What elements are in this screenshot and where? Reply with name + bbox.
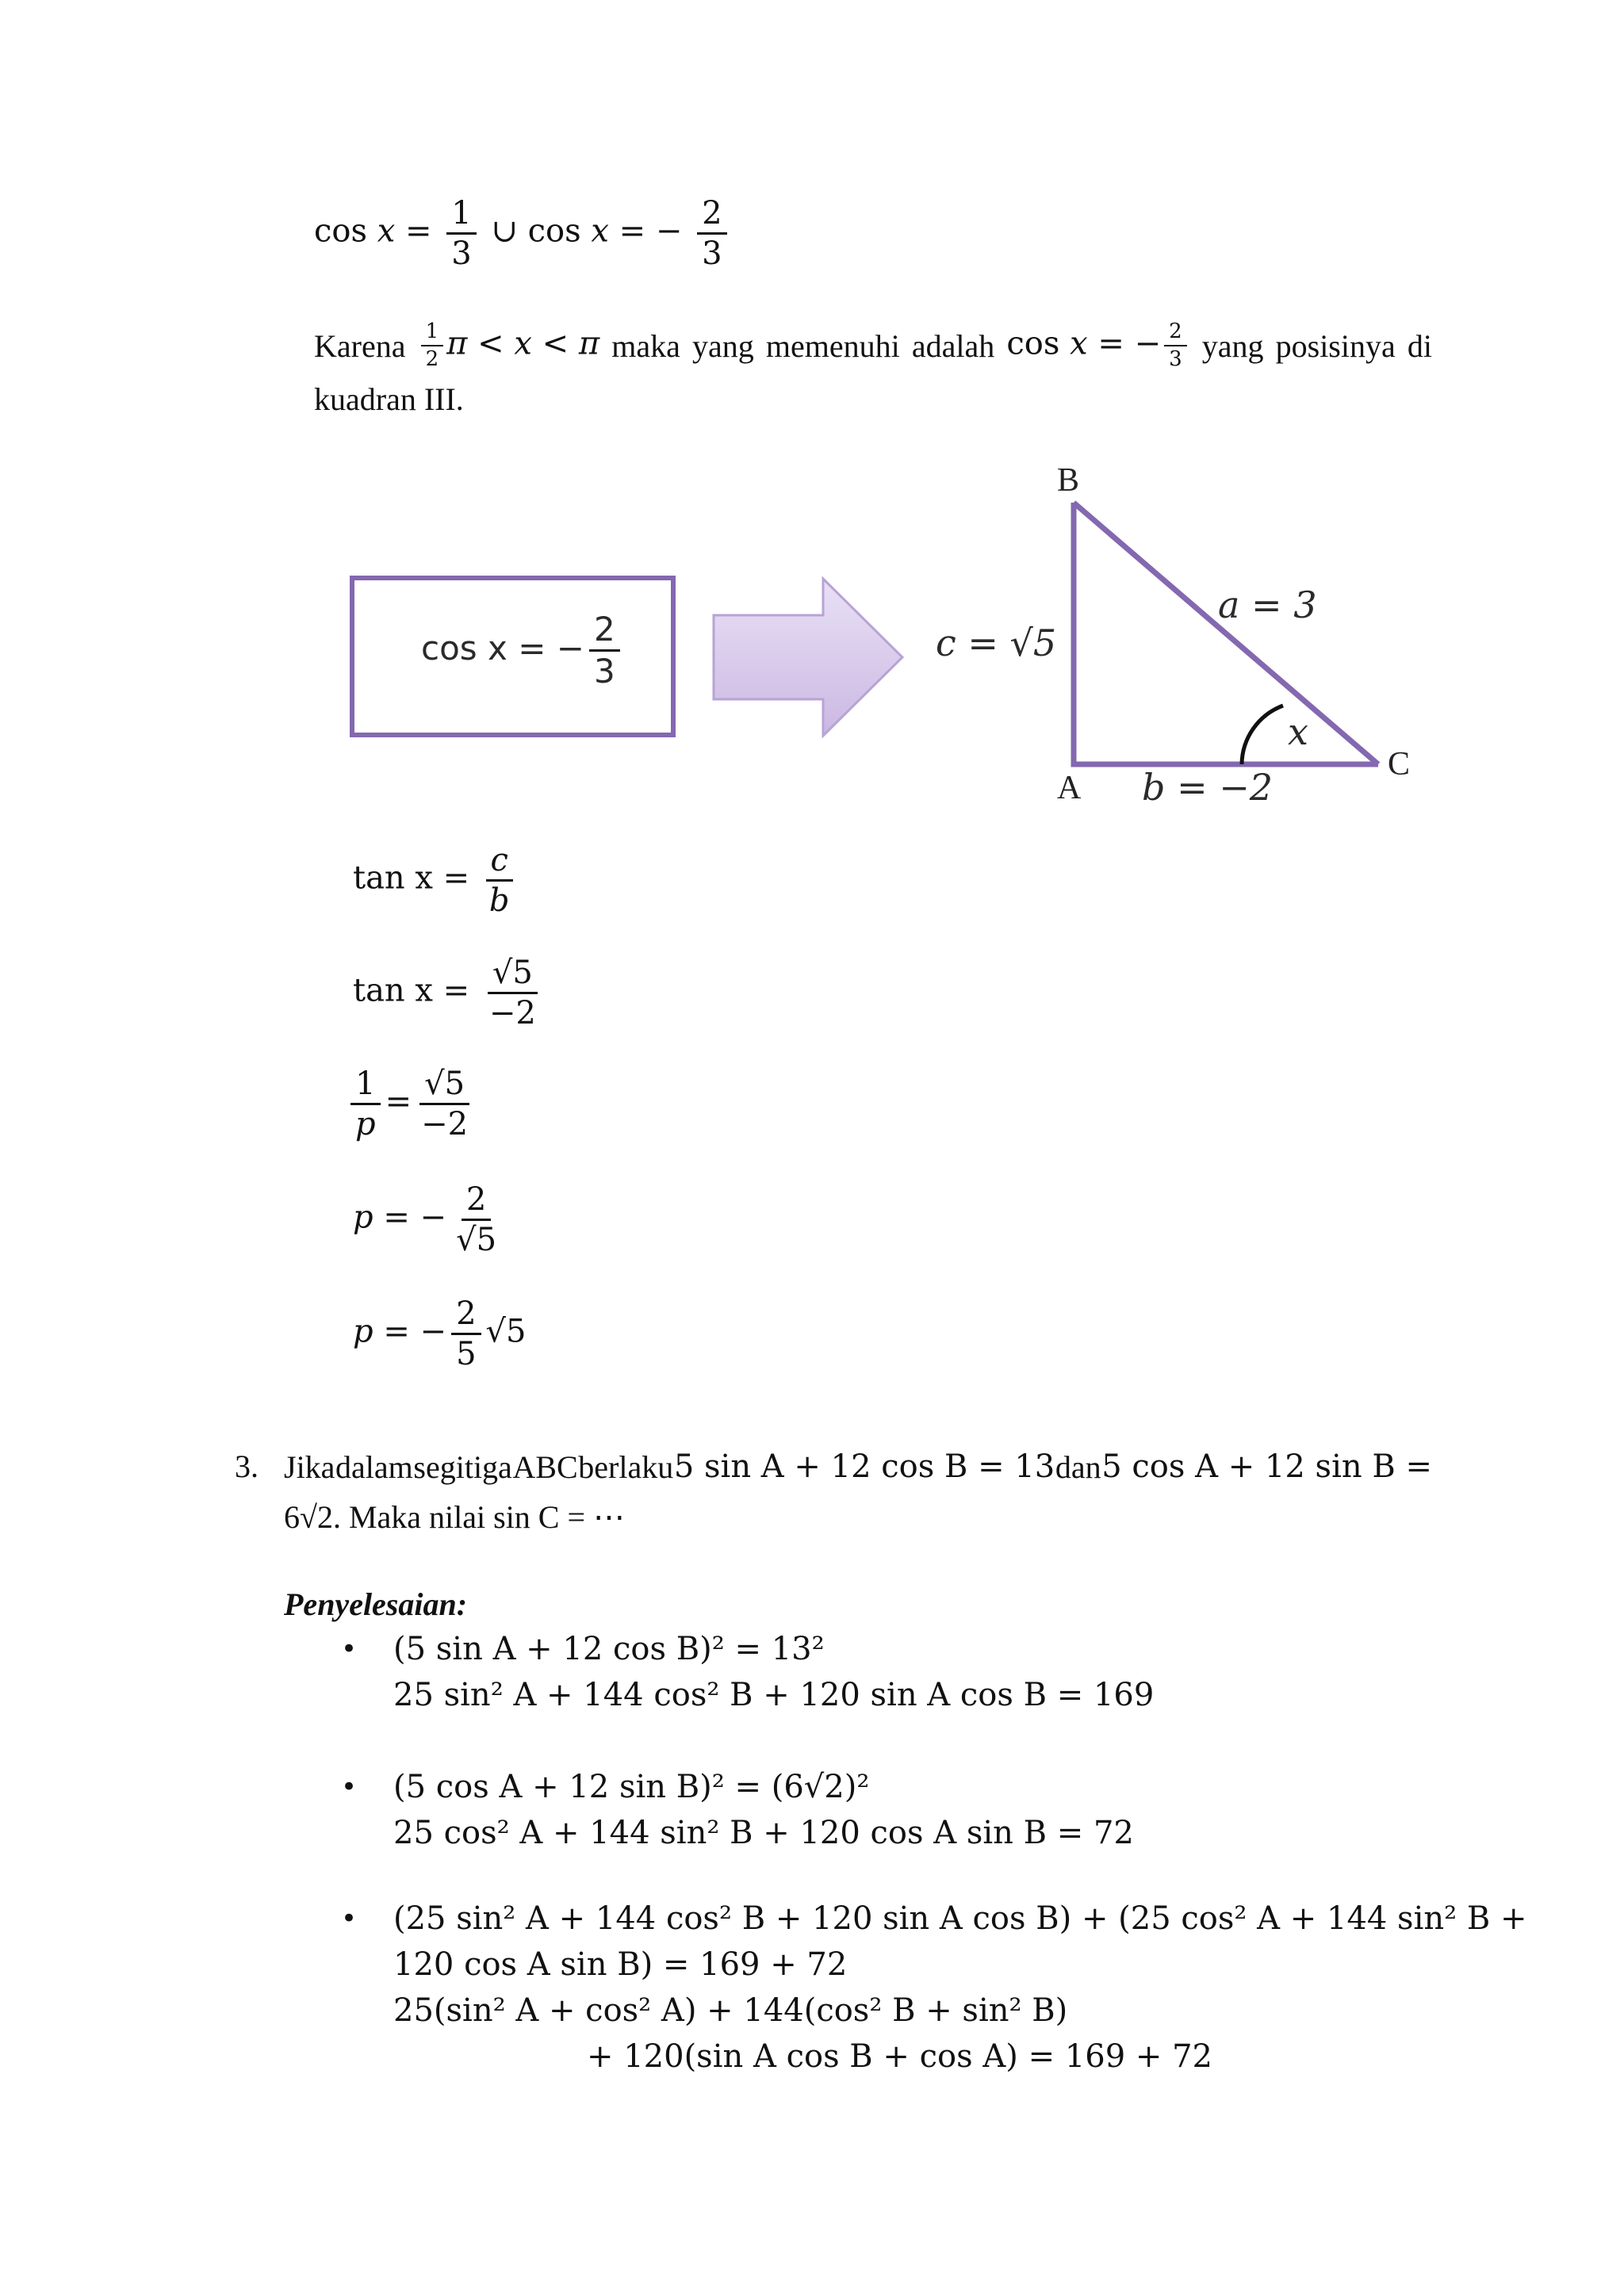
vertex-c-label: C xyxy=(1388,746,1411,783)
right-arrow-icon xyxy=(710,576,906,739)
vertex-a-label: A xyxy=(1057,770,1082,806)
right-triangle-diagram xyxy=(1031,499,1396,769)
bullet2-line1: (5 cos A + 12 sin B)² = (6√2)² xyxy=(393,1769,870,1805)
box-label: cos x = − xyxy=(421,629,584,668)
karena-paragraph-line2: kuadran III. xyxy=(314,381,464,417)
karena-paragraph-line1: Karena $\frac{1}{2}$ π < x < π maka yang memenuhi adalah cos x = − $\frac{2}{3}$ yang posisinya di xyxy=(314,319,1432,371)
problem3-line1: Jika dalam segitiga ABC berlaku 5 sin A + 12 cos B = 13 dan 5 cos A + 12 sin B = xyxy=(284,1448,1432,1485)
side-b-label: b = −2 xyxy=(1142,766,1274,809)
equals: = xyxy=(395,212,442,250)
bullet3-line1: (25 sin² A + 144 cos² B + 120 sin A cos B) + (25 cos² A + 144 sin² B + xyxy=(393,1900,1527,1937)
union-symbol: ∪ xyxy=(491,212,518,250)
fraction-one-third: $\frac{1}{3}$ xyxy=(446,197,476,270)
bullet3-line3: 25(sin² A + cos² A) + 144(cos² B + sin² B) xyxy=(393,1992,1068,2029)
problem3-line2: 6√2. Maka nilai sin C = ⋯ xyxy=(284,1499,626,1535)
interval-expression: $\frac{1}{2}$ π < x < π xyxy=(418,321,600,371)
var-x: x xyxy=(377,212,396,250)
cos-label: cos xyxy=(314,212,368,250)
bullet3-line2: 120 cos A sin B) = 169 + 72 xyxy=(393,1946,848,1983)
side-a-label: a = 3 xyxy=(1218,584,1317,626)
p-equation-2: p = − $\frac{2}{√5}$ xyxy=(353,1181,497,1258)
angle-x-label: x xyxy=(1288,710,1308,753)
side-c-label: c = √5 xyxy=(936,622,1057,664)
p-equation-3: p = − $\frac{2}{5}$ √5 xyxy=(353,1295,527,1372)
vertex-b-label: B xyxy=(1057,462,1080,499)
tan-equation-2: tan x = $\frac{√5}{-2}$ xyxy=(353,955,536,1031)
bullet3-line4: + 120(sin A cos B + cos A) = 169 + 72 xyxy=(587,2038,1213,2075)
bullet1-line1: (5 sin A + 12 cos B)² = 13² xyxy=(393,1631,825,1667)
cos-value-box xyxy=(350,576,676,737)
fraction-two-thirds: $\frac{2}{3}$ xyxy=(697,197,726,270)
tan-equation-1: tan x = $\frac{c}{b}$ xyxy=(353,844,519,917)
equation-cos-solutions: cos x = $\frac{1}{3}$ ∪ cos x = − $\frac{2}{3}$ xyxy=(314,197,732,270)
p-equation-1: $\frac{1}{p}$ = $\frac{√5}{-2}$ xyxy=(346,1067,477,1141)
bullet1-line2: 25 sin² A + 144 cos² B + 120 sin A cos B = 169 xyxy=(393,1677,1155,1713)
solution-title: Penyelesaian: xyxy=(284,1586,468,1622)
bullet-dot-1: • xyxy=(341,1633,358,1665)
box-fraction: $\frac{2}{3}$ xyxy=(589,612,620,689)
bullet2-line2: 25 cos² A + 144 sin² B + 120 cos A sin B = 72 xyxy=(393,1815,1134,1851)
problem-number: 3. xyxy=(235,1448,259,1484)
bullet-dot-2: • xyxy=(341,1771,358,1803)
cos-value-expression: cos x = − $\frac{2}{3}$ xyxy=(1006,321,1189,371)
bullet-dot-3: • xyxy=(341,1903,358,1934)
